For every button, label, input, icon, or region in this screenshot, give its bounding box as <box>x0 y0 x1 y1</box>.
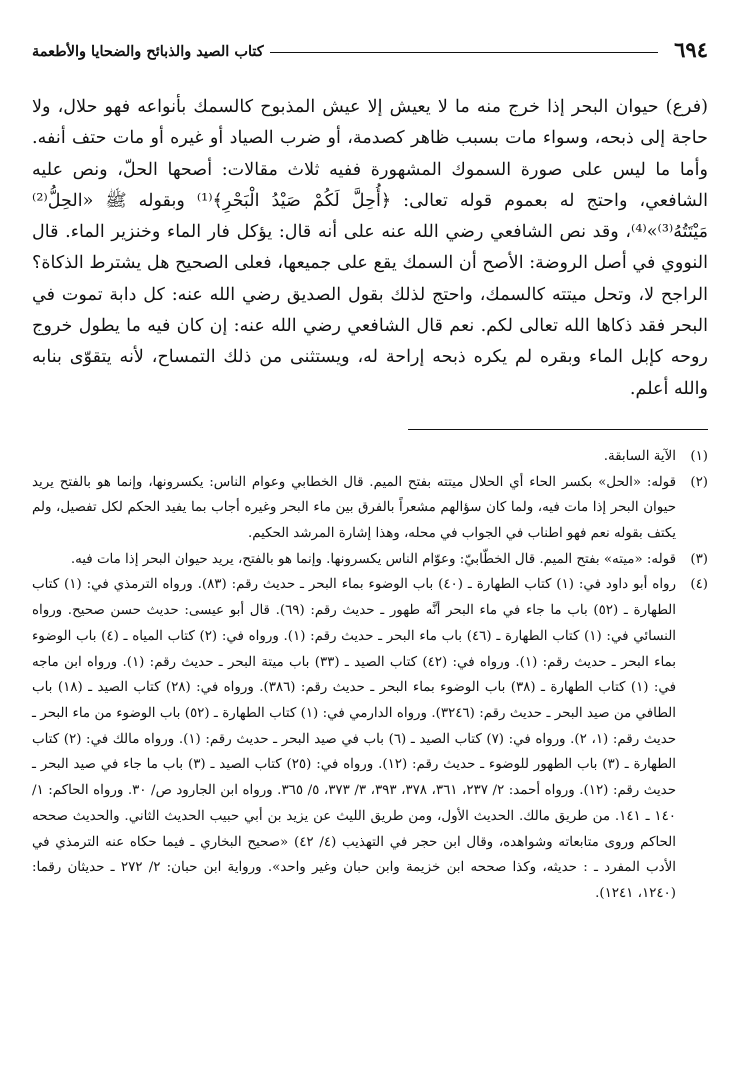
header-rule <box>270 52 658 53</box>
footnote-text: قوله: «الحل» بكسر الحاء أي الحلال ميتته بفتح الميم. قال الخطابي وعوام الناس: يكسرونها، وإنما هو بالفتح يريد حيوان البحر إذا مات فيه، ولما كان سؤالهم مشعراً بالفرق بين ماء البحر وغيره أجاب بما يفيد الحكم لكل تفصيل، ولم يكتف بقوله نعم فهو اطناب في الجواب في محله، وهذا إشارة المرشد الحكيم. <box>32 474 676 542</box>
footnote-text: قوله: «ميته» بفتح الميم. قال الخطّابيّ: وعوّام الناس يكسرونها. وإنما هو بالفتح، يريد حيوان البحر إذا مات فيه. <box>70 551 676 567</box>
footnote-number: (٤) <box>690 577 708 593</box>
main-text: (فرع) حيوان البحر إذا خرج منه ما لا يعيش إلا عيش المذبوح كالسمك بأنواعه فهو حلال، ولا حاجة إلى ذبحه، وسواء مات بسبب ظاهر كصدمة، أو ضرب الصياد أو غيره أو مات حتف أنفه. وأما ما ليس على صورة السموك المشهورة ففيه ثلاث مقالات: أصحها الحلّ، ونص عليه الشافعي، واحتج له بعموم قوله تعالى: ﴿أُحِلَّ لَكُمْ صَيْدُ الْبَحْرِ﴾⁽¹⁾ وبقوله ﷺ «الحِلُّ⁽²⁾ مَيْتَتُهُ⁽³⁾»⁽⁴⁾، وقد نص الشافعي رضي الله عنه على أنه قال: يؤكل فار الماء وخنزير الماء. قال النووي في أصل الروضة: الأصح أن السمك يقع على جميعها، فعلى الصحيح هل يشترط الذكاة؟ الراجح لا، وتحل ميتته كالسمك، واحتج لذلك بقول الصديق رضي الله عنه: كل دابة تموت في البحر فقد ذكاها الله تعالى لكم. نعم قال الشافعي رضي الله عنه: إن كان فيه ما يطول خروج روحه كإبل الماء وبقره لم يكره ذبحه إراحة له، ويستثنى من ذلك التمساح، لأنه يتقوّى بنابه والله أعلم. <box>32 97 708 399</box>
footnote <box>32 470 708 547</box>
footnote <box>32 444 708 470</box>
footnote <box>32 572 708 906</box>
footnote-divider <box>408 429 708 430</box>
footnotes <box>32 444 708 907</box>
footnote-text: الآية السابقة. <box>603 448 676 464</box>
running-title: كتاب الصيد والذبائح والضحايا والأطعمة <box>32 43 264 60</box>
page-header <box>32 22 708 62</box>
page-number: ٦٩٤ <box>674 37 708 62</box>
footnote-number: (٣) <box>690 551 708 567</box>
footnote-number: (١) <box>690 448 708 464</box>
footnote-number: (٢) <box>690 474 708 490</box>
footnote-text: رواه أبو داود في: (١) كتاب الطهارة ـ (٤٠) باب الوضوء بماء البحر ـ حديث رقم: (٨٣). ورواه الترمذي في: (١) كتاب الطهارة ـ (٥٢) باب ما جاء في ماء البحر أنَّه طهور ـ حديث رقم: (٦٩). قال أبو عيسى: حديث حسن صحيح. ورواه النسائي في: (١) كتاب الطهارة ـ (٤٦) باب ماء البحر ـ حديث رقم: (١). ورواه في: (٢) كتاب المياه ـ (٤) باب الوضوء بماء البحر ـ حديث رقم: (١). ورواه في: (٤٢) كتاب الصيد ـ (٣٣) باب ميتة البحر ـ حديث رقم: (١). ورواه ابن ماجه في: (١) كتاب الطهارة ـ (٣٨) باب الوضوء بماء البحر ـ حديث رقم: (٣٨٦). ورواه في: (٢٨) كتاب الصيد ـ (١٨) باب الطافي من صيد البحر ـ حديث رقم: (٣٢٤٦). ورواه الدارمي في: (١) كتاب الطهارة ـ (٥٢) باب الوضوء من ماء البحر ـ حديث رقم: (١، ٢). ورواه في: (٧) كتاب الصيد ـ (٦) باب في صيد البحر ـ حديث رقم: (١). ورواه مالك في: (٢) كتاب الطهارة ـ (٣) باب الطهور للوضوء ـ حديث رقم: (١٢). ورواه في: (٢٥) كتاب الصيد ـ (٣) باب ما جاء في صيد البحر ـ حديث رقم: (١٢). ورواه أحمد: ٢/ ٢٣٧، ٣٦١، ٣٧٨، ٣٩٣، ٣/ ٣٧٣، ٥/ ٣٦٥. ورواه ابن الجارود ص/ ٣٠. ورواه الحاكم: ١/ ١٤٠ ـ ١٤١. من طريق مالك. الحديث الأول، ومن طريق الليث عن يزيد بن أبي حبيب الحديث الثاني. والحديث صححه الحاكم وروى متابعاته وشواهده، وقال ابن حجر في التهذيب (٤/ ٤٢) «صحيح البخاري ـ فيما حكاه عنه الترمذي في الأدب المفرد ـ : حديثه، وكذا صححه ابن خزيمة وابن حبان وغير واحد». ورواية ابن حبان: ٢/ ٢٧٢ ـ حديثان رقما: (١٢٤٠، ١٢٤١). <box>32 577 677 901</box>
footnote <box>32 547 708 573</box>
